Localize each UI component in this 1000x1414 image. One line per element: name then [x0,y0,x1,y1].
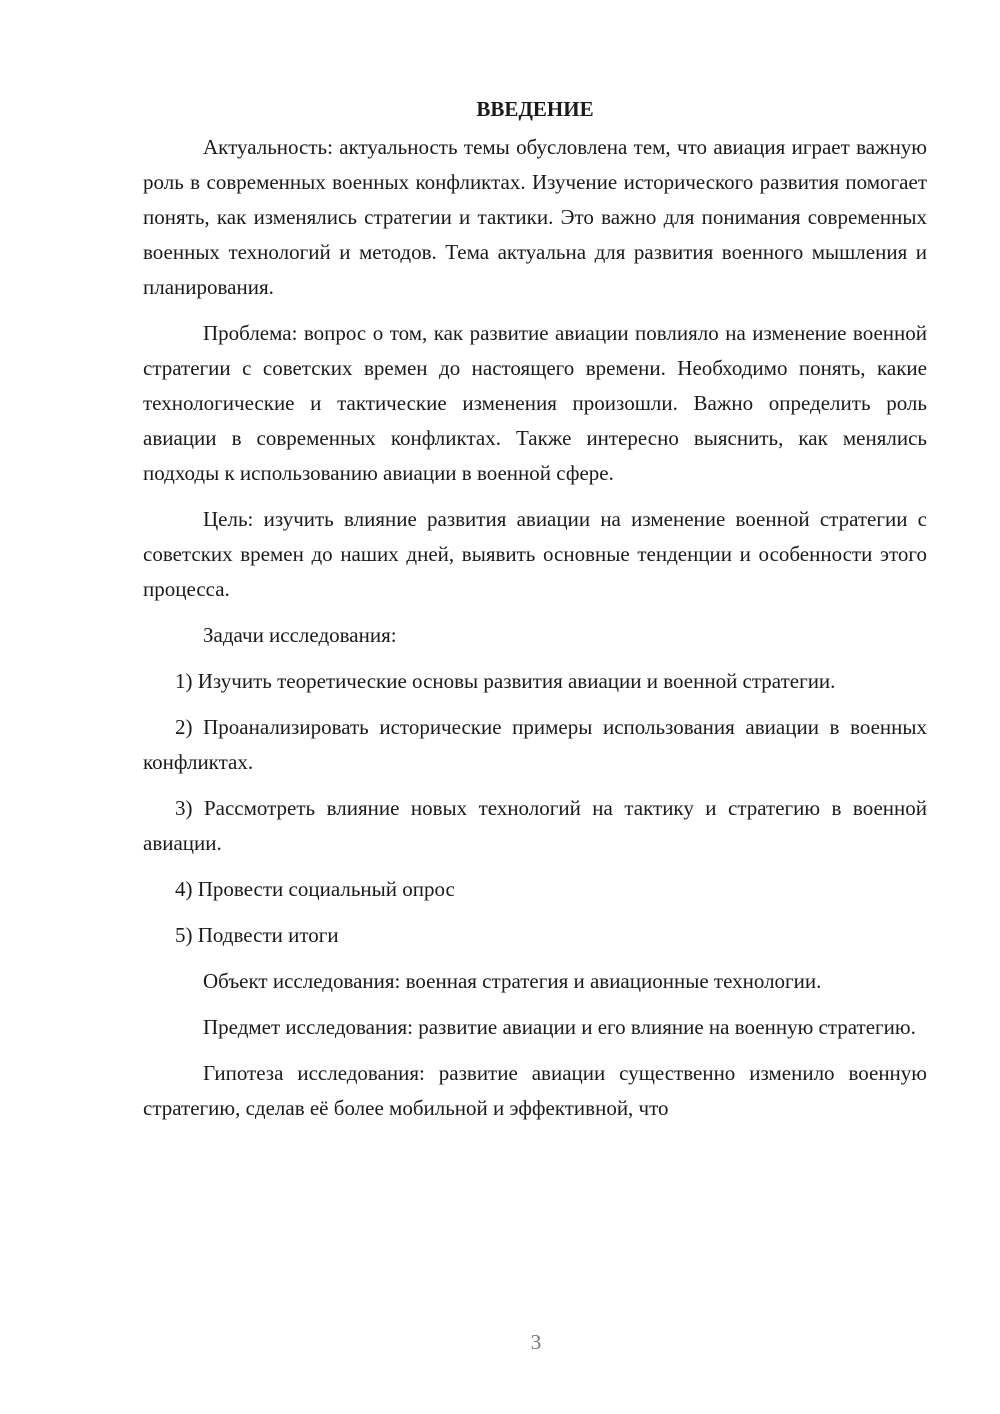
task-item-2: 2) Проанализировать исторические примеры использования авиации в военных конфликтах. [143,715,927,774]
paragraph-problem: Проблема: вопрос о том, как развитие авиации повлияло на изменение военной стратегии с советских времен до настоящего времени. Необходимо понять, какие технологические и тактические изменения произошли. Важно определить роль авиации в современных конфликтах. Также интересно выяснить, как менялись подходы к использованию авиации в военной сфере. [143,321,927,485]
task-item-4: 4) Провести социальный опрос [175,877,455,901]
task-item-3: 3) Рассмотреть влияние новых технологий на тактику и стратегию в военной авиации. [143,796,927,855]
page-number: 3 [530,1330,542,1354]
document-page [143,92,927,1137]
paragraph-relevance: Актуальность: актуальность темы обусловлена тем, что авиация играет важную роль в современных военных конфликтах. Изучение исторического развития помогает понять, как изменялись стратегии и тактики. Это важно для понимания современных военных технологий и методов. Тема актуальна для развития военного мышления и планирования. [143,135,927,299]
paragraph-subject: Предмет исследования: развитие авиации и его влияние на военную стратегию. [203,1015,916,1039]
task-item-5: 5) Подвести итоги [175,923,339,947]
section-title: ВВЕДЕНИЕ [476,97,594,121]
paragraph-goal: Цель: изучить влияние развития авиации на изменение военной стратегии с советских времен до наших дней, выявить основные тенденции и особенности этого процесса. [143,507,927,601]
paragraph-object: Объект исследования: военная стратегия и авиационные технологии. [203,969,822,993]
paragraph-hypothesis: Гипотеза исследования: развитие авиации существенно изменило военную стратегию, сделав её более мобильной и эффективной, что [143,1061,927,1120]
task-item-1: 1) Изучить теоретические основы развития авиации и военной стратегии. [175,669,836,693]
tasks-heading: Задачи исследования: [203,623,397,647]
